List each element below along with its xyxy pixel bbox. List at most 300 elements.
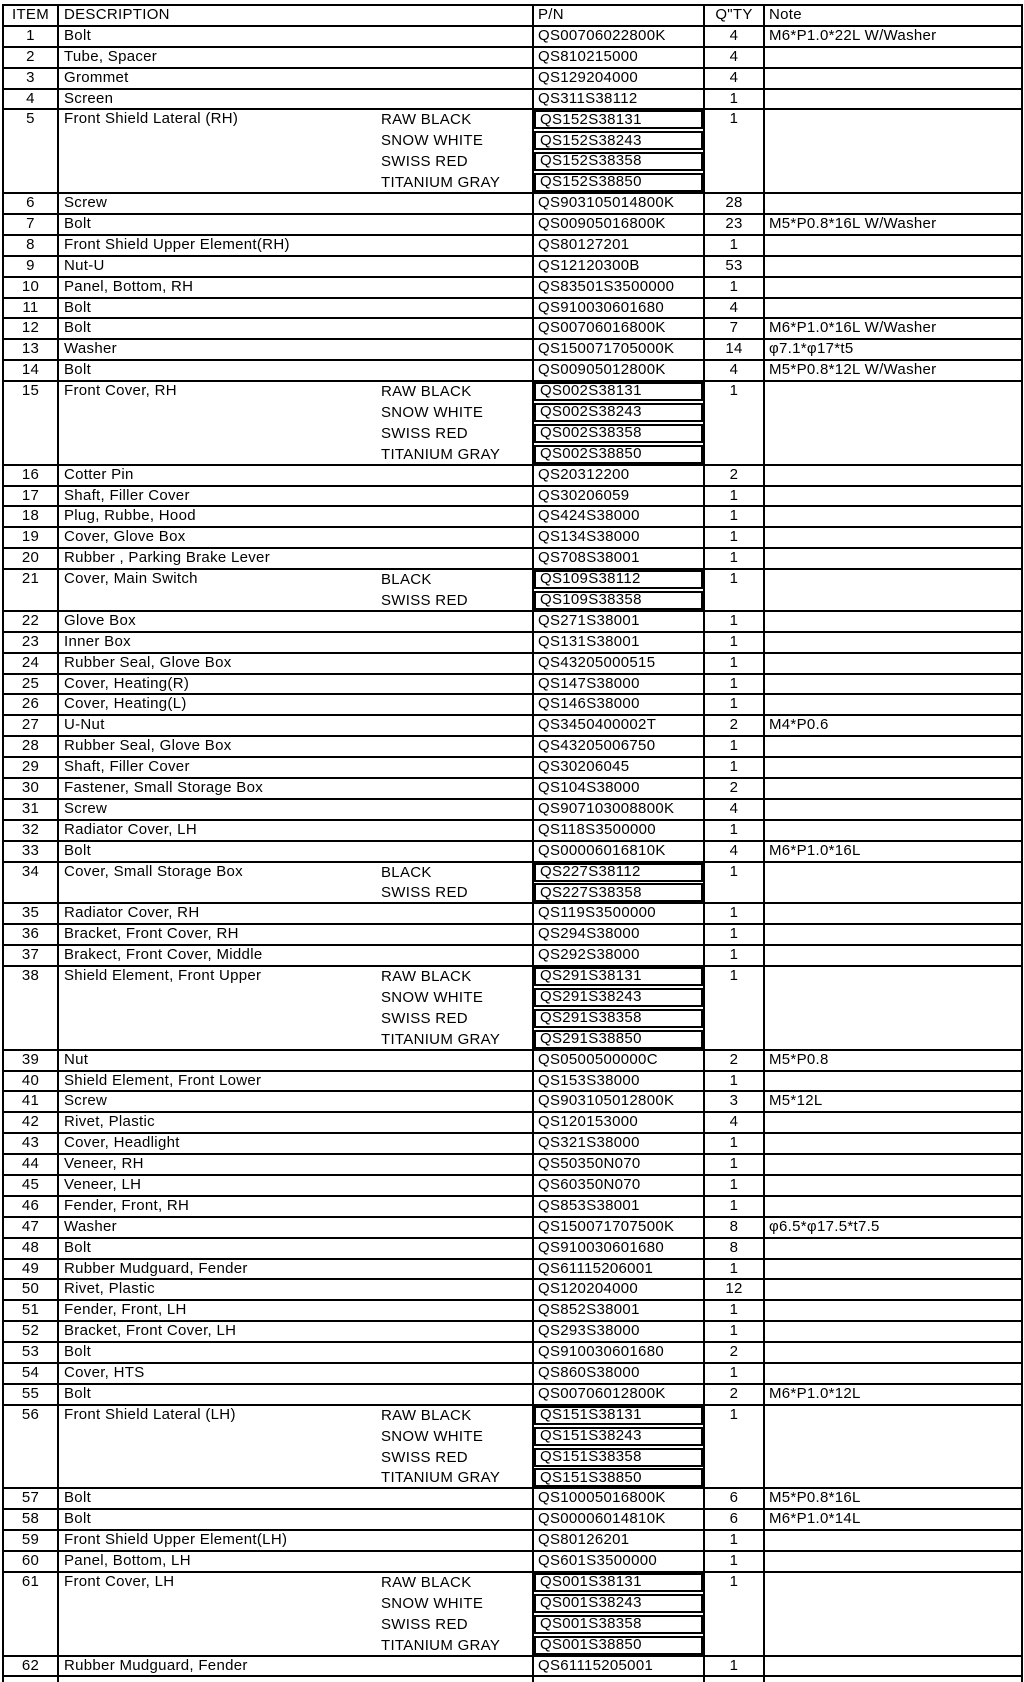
- item-cell: 53: [4, 1343, 59, 1362]
- note-cell: [765, 946, 1023, 965]
- part-number-cell: QS83501S3500000: [534, 278, 705, 297]
- table-row: [4, 278, 1023, 299]
- description-cell: Shield Element, Front Lower: [59, 1072, 534, 1091]
- table-row: [4, 299, 1023, 320]
- item-cell: 49: [4, 1260, 59, 1279]
- quantity-cell: 1: [705, 570, 765, 610]
- table-row: [4, 633, 1023, 654]
- item-cell: 11: [4, 299, 59, 318]
- color-variant-label: SNOW WHITE: [381, 403, 484, 421]
- quantity-cell: 53: [705, 257, 765, 276]
- item-cell: 32: [4, 821, 59, 840]
- color-variant-label: RAW BLACK: [381, 1406, 472, 1424]
- part-number-cell: QS147S38000: [534, 675, 705, 694]
- variant-part-number-cell: QS227S38112: [534, 863, 703, 882]
- quantity-cell: 1: [705, 1364, 765, 1383]
- part-description-label: Front Shield Lateral (RH): [64, 110, 239, 128]
- description-cell: Tube, Spacer: [59, 48, 534, 67]
- note-cell: [765, 507, 1023, 526]
- item-cell: 62: [4, 1657, 59, 1676]
- item-cell: 57: [4, 1489, 59, 1508]
- description-cell: Screw: [59, 194, 534, 213]
- description-cell: Grommet: [59, 69, 534, 88]
- color-variant-label: TITANIUM GRAY: [381, 1469, 501, 1487]
- color-variant-label: SWISS RED: [381, 1448, 468, 1466]
- note-cell: [765, 1176, 1023, 1195]
- part-number-cell: QS903105012800K: [534, 1092, 705, 1111]
- note-cell: [765, 466, 1023, 485]
- description-cell: Radiator Cover, RH: [59, 904, 534, 923]
- table-row: [4, 487, 1023, 508]
- item-cell: 54: [4, 1364, 59, 1383]
- part-number-cell: QS146S38000: [534, 695, 705, 714]
- quantity-cell: 28: [705, 194, 765, 213]
- note-cell: [765, 633, 1023, 652]
- description-cell: Rivet, Plastic: [59, 1113, 534, 1132]
- quantity-cell: 12: [705, 1280, 765, 1299]
- item-cell: 60: [4, 1552, 59, 1571]
- note-cell: [765, 487, 1023, 506]
- note-cell: [765, 612, 1023, 631]
- table-row: [4, 904, 1023, 925]
- variant-part-number-cell: QS001S38243: [534, 1594, 703, 1613]
- item-cell: 13: [4, 340, 59, 359]
- part-number-cell: QS131S38001: [534, 633, 705, 652]
- description-cell: Glove Box: [59, 612, 534, 631]
- part-description-label: Front Cover, LH: [64, 1572, 175, 1590]
- description-cell: Bolt: [59, 1510, 534, 1529]
- table-row: [4, 1301, 1023, 1322]
- table-header-row: [4, 6, 1023, 27]
- table-row: [4, 821, 1023, 842]
- note-cell: M5*12L: [765, 1092, 1023, 1111]
- part-number-cell: QS80127201: [534, 236, 705, 255]
- variant-part-number-cell: QS002S38243: [534, 403, 703, 422]
- part-number-cell: QS292S38000: [534, 946, 705, 965]
- quantity-cell: 1: [705, 90, 765, 109]
- note-cell: [765, 1280, 1023, 1299]
- note-cell: [765, 194, 1023, 213]
- part-number-cell: QS134S38000: [534, 528, 705, 547]
- quantity-cell: 8: [705, 1239, 765, 1258]
- description-cell: Washer: [59, 1218, 534, 1237]
- quantity-cell: 2: [705, 1051, 765, 1070]
- variant-part-number-cell: QS151S38358: [534, 1448, 703, 1467]
- color-variant-label: RAW BLACK: [381, 111, 472, 129]
- table-row: [4, 361, 1023, 382]
- item-cell: 7: [4, 215, 59, 234]
- table-row: [4, 1510, 1023, 1531]
- quantity-cell: 1: [705, 507, 765, 526]
- note-cell: [765, 1260, 1023, 1279]
- note-cell: M4*P0.6: [765, 716, 1023, 735]
- color-variant-label: RAW BLACK: [381, 383, 472, 401]
- color-variant-label: TITANIUM GRAY: [381, 174, 501, 192]
- table-row: [4, 1218, 1023, 1239]
- variant-part-number-cell: QS001S38850: [534, 1636, 703, 1655]
- quantity-cell: 1: [705, 904, 765, 923]
- table-row: [4, 1155, 1023, 1176]
- description-cell: Radiator Cover, LH: [59, 821, 534, 840]
- item-cell: 30: [4, 779, 59, 798]
- table-row: [4, 1364, 1023, 1385]
- part-number-cell: QS129204000: [534, 69, 705, 88]
- variant-part-number-cell: QS291S38131: [534, 967, 703, 986]
- note-cell: [765, 1343, 1023, 1362]
- table-row: [4, 194, 1023, 215]
- part-number-cell: QS907103008800K: [534, 800, 705, 819]
- description-cell: Fender, Front, LH: [59, 1301, 534, 1320]
- column-header-description: DESCRIPTION: [59, 6, 534, 25]
- description-cell: [59, 863, 534, 903]
- item-cell: 6: [4, 194, 59, 213]
- color-variant-label: SWISS RED: [381, 592, 468, 609]
- table-row: [4, 716, 1023, 737]
- variant-part-number-cell: QS227S38358: [534, 883, 703, 902]
- part-number-cell: QS00905012800K: [534, 361, 705, 380]
- quantity-cell: 1: [705, 1406, 765, 1488]
- color-variant-list: [381, 1406, 500, 1488]
- variant-part-number-cell: QS151S38850: [534, 1468, 703, 1487]
- table-row: [4, 48, 1023, 69]
- note-cell: [765, 1197, 1023, 1216]
- quantity-cell: 1: [705, 1301, 765, 1320]
- part-number-cell: QS30206045: [534, 758, 705, 777]
- quantity-cell: 3: [705, 1092, 765, 1111]
- item-cell: 46: [4, 1197, 59, 1216]
- variant-part-number-cell: QS151S38243: [534, 1427, 703, 1446]
- table-row: [4, 1489, 1023, 1510]
- table-row: [4, 69, 1023, 90]
- table-row-partial: [4, 1677, 1023, 1682]
- description-cell: Fender, Front, RH: [59, 1197, 534, 1216]
- note-cell: [765, 1552, 1023, 1571]
- part-number-cell: QS910030601680: [534, 1239, 705, 1258]
- table-row: [4, 1176, 1023, 1197]
- description-cell: [59, 1406, 534, 1488]
- description-cell: Bracket, Front Cover, RH: [59, 925, 534, 944]
- part-number-cell: QS293S38000: [534, 1322, 705, 1341]
- quantity-cell: 1: [705, 695, 765, 714]
- part-number-cell: QS80126201: [534, 1531, 705, 1550]
- table-row: [4, 466, 1023, 487]
- part-number-cell: [534, 1573, 705, 1655]
- variant-part-number-cell: QS291S38358: [534, 1009, 703, 1028]
- quantity-cell: 6: [705, 1489, 765, 1508]
- part-number-cell: QS00706012800K: [534, 1385, 705, 1404]
- quantity-cell: 2: [705, 1385, 765, 1404]
- part-number-cell: QS860S38000: [534, 1364, 705, 1383]
- quantity-cell: 1: [705, 236, 765, 255]
- item-cell: 43: [4, 1134, 59, 1153]
- note-cell: [765, 1322, 1023, 1341]
- description-cell: Bolt: [59, 1239, 534, 1258]
- quantity-cell: 4: [705, 800, 765, 819]
- part-description-label: Cover, Main Switch: [64, 570, 198, 588]
- color-variant-label: SWISS RED: [381, 1009, 468, 1027]
- color-variant-label: RAW BLACK: [381, 968, 472, 986]
- note-cell: [765, 570, 1023, 610]
- table-row: [4, 1051, 1023, 1072]
- table-row: [4, 1657, 1023, 1678]
- note-cell: [765, 1364, 1023, 1383]
- color-variant-list: [381, 110, 500, 192]
- description-cell: Cover, Glove Box: [59, 528, 534, 547]
- color-variant-list: [381, 382, 500, 464]
- color-variant-list: [381, 1573, 500, 1655]
- part-number-cell: QS12120300B: [534, 257, 705, 276]
- table-row: [4, 612, 1023, 633]
- table-row: [4, 27, 1023, 48]
- quantity-cell: 1: [705, 528, 765, 547]
- quantity-cell: 4: [705, 299, 765, 318]
- item-cell: [4, 1677, 59, 1682]
- item-cell: 5: [4, 110, 59, 192]
- part-number-cell: QS311S38112: [534, 90, 705, 109]
- quantity-cell: 1: [705, 487, 765, 506]
- description-cell: Rivet, Plastic: [59, 1280, 534, 1299]
- table-row: [4, 257, 1023, 278]
- quantity-cell: 4: [705, 27, 765, 46]
- description-cell: Bracket, Front Cover, LH: [59, 1322, 534, 1341]
- table-row: [4, 779, 1023, 800]
- table-row: [4, 1531, 1023, 1552]
- note-cell: [765, 904, 1023, 923]
- item-cell: 37: [4, 946, 59, 965]
- quantity-cell: 1: [705, 925, 765, 944]
- item-cell: 61: [4, 1573, 59, 1655]
- part-number-cell: QS0500500000C: [534, 1051, 705, 1070]
- description-cell: Rubber Mudguard, Fender: [59, 1260, 534, 1279]
- color-variant-label: BLACK: [381, 863, 432, 881]
- description-cell: Screen: [59, 90, 534, 109]
- quantity-cell: 1: [705, 382, 765, 464]
- item-cell: 26: [4, 695, 59, 714]
- description-cell: [59, 967, 534, 1049]
- note-cell: φ6.5*φ17.5*t7.5: [765, 1218, 1023, 1237]
- table-row: [4, 758, 1023, 779]
- note-cell: M5*P0.8*12L W/Washer: [765, 361, 1023, 380]
- quantity-cell: 4: [705, 1113, 765, 1132]
- quantity-cell: 1: [705, 1155, 765, 1174]
- table-row: [4, 110, 1023, 194]
- note-cell: [765, 675, 1023, 694]
- quantity-cell: 2: [705, 716, 765, 735]
- description-cell: Front Shield Upper Element(LH): [59, 1531, 534, 1550]
- part-number-cell: [534, 1677, 705, 1682]
- note-cell: M6*P1.0*14L: [765, 1510, 1023, 1529]
- quantity-cell: 1: [705, 654, 765, 673]
- note-cell: [765, 299, 1023, 318]
- item-cell: 2: [4, 48, 59, 67]
- item-cell: 45: [4, 1176, 59, 1195]
- variant-part-number-cell: QS291S38243: [534, 988, 703, 1007]
- note-cell: [765, 1134, 1023, 1153]
- item-cell: 38: [4, 967, 59, 1049]
- item-cell: 24: [4, 654, 59, 673]
- item-cell: 50: [4, 1280, 59, 1299]
- table-row: [4, 1092, 1023, 1113]
- description-cell: Bolt: [59, 27, 534, 46]
- variant-part-number-cell: QS151S38131: [534, 1406, 703, 1425]
- table-row: [4, 654, 1023, 675]
- note-cell: [765, 800, 1023, 819]
- item-cell: 10: [4, 278, 59, 297]
- quantity-cell: 1: [705, 1176, 765, 1195]
- item-cell: 14: [4, 361, 59, 380]
- part-number-cell: QS00006016810K: [534, 842, 705, 861]
- description-cell: Panel, Bottom, LH: [59, 1552, 534, 1571]
- note-cell: [765, 821, 1023, 840]
- parts-table: [2, 4, 1023, 1682]
- description-cell: Fastener, Small Storage Box: [59, 779, 534, 798]
- part-number-cell: [534, 382, 705, 464]
- description-cell: Shaft, Filler Cover: [59, 487, 534, 506]
- note-cell: [765, 1406, 1023, 1488]
- description-cell: Bolt: [59, 1385, 534, 1404]
- quantity-cell: 7: [705, 319, 765, 338]
- variant-part-number-cell: QS002S38358: [534, 424, 703, 443]
- part-number-cell: QS00706016800K: [534, 319, 705, 338]
- note-cell: [765, 278, 1023, 297]
- table-row: [4, 507, 1023, 528]
- note-cell: [765, 257, 1023, 276]
- description-cell: U-Nut: [59, 716, 534, 735]
- quantity-cell: 1: [705, 675, 765, 694]
- description-cell: Rubber , Parking Brake Lever: [59, 549, 534, 568]
- description-cell: Bolt: [59, 842, 534, 861]
- item-cell: 15: [4, 382, 59, 464]
- item-cell: 42: [4, 1113, 59, 1132]
- variant-part-number-cell: QS002S38850: [534, 445, 703, 464]
- table-row: [4, 675, 1023, 696]
- table-row: [4, 215, 1023, 236]
- quantity-cell: 1: [705, 1072, 765, 1091]
- part-number-cell: QS852S38001: [534, 1301, 705, 1320]
- note-cell: [765, 528, 1023, 547]
- description-cell: Veneer, LH: [59, 1176, 534, 1195]
- quantity-cell: 2: [705, 466, 765, 485]
- item-cell: 4: [4, 90, 59, 109]
- part-number-cell: QS903105014800K: [534, 194, 705, 213]
- note-cell: [765, 654, 1023, 673]
- color-variant-list: [381, 570, 468, 610]
- item-cell: 20: [4, 549, 59, 568]
- item-cell: 29: [4, 758, 59, 777]
- quantity-cell: 4: [705, 69, 765, 88]
- color-variant-label: TITANIUM GRAY: [381, 1636, 501, 1654]
- item-cell: 31: [4, 800, 59, 819]
- description-cell: Nut: [59, 1051, 534, 1070]
- quantity-cell: 1: [705, 863, 765, 903]
- description-cell: Veneer, RH: [59, 1155, 534, 1174]
- part-number-cell: QS708S38001: [534, 549, 705, 568]
- table-row: [4, 695, 1023, 716]
- color-variant-label: SNOW WHITE: [381, 1594, 484, 1612]
- table-row: [4, 570, 1023, 612]
- quantity-cell: 1: [705, 110, 765, 192]
- quantity-cell: 4: [705, 842, 765, 861]
- part-number-cell: QS853S38001: [534, 1197, 705, 1216]
- color-variant-label: TITANIUM GRAY: [381, 1030, 501, 1048]
- table-row: [4, 737, 1023, 758]
- note-cell: [765, 1113, 1023, 1132]
- column-header-quantity: Q"TY: [705, 6, 765, 25]
- quantity-cell: 6: [705, 1510, 765, 1529]
- note-cell: [765, 1657, 1023, 1676]
- note-cell: M5*P0.8*16L: [765, 1489, 1023, 1508]
- quantity-cell: 1: [705, 612, 765, 631]
- part-number-cell: QS294S38000: [534, 925, 705, 944]
- description-cell: Rubber Seal, Glove Box: [59, 654, 534, 673]
- note-cell: M5*P0.8: [765, 1051, 1023, 1070]
- part-number-cell: QS104S38000: [534, 779, 705, 798]
- item-cell: 58: [4, 1510, 59, 1529]
- part-description-label: Cover, Small Storage Box: [64, 862, 243, 880]
- item-cell: 41: [4, 1092, 59, 1111]
- item-cell: 52: [4, 1322, 59, 1341]
- part-number-cell: QS153S38000: [534, 1072, 705, 1091]
- part-number-cell: QS60350N070: [534, 1176, 705, 1195]
- part-number-cell: QS30206059: [534, 487, 705, 506]
- item-cell: 21: [4, 570, 59, 610]
- item-cell: 18: [4, 507, 59, 526]
- note-cell: [765, 1301, 1023, 1320]
- table-row: [4, 319, 1023, 340]
- description-cell: [59, 1677, 534, 1682]
- variant-part-number-cell: QS109S38358: [534, 591, 703, 610]
- quantity-cell: 1: [705, 278, 765, 297]
- table-row: [4, 1197, 1023, 1218]
- item-cell: 12: [4, 319, 59, 338]
- note-cell: [765, 48, 1023, 67]
- table-row: [4, 1239, 1023, 1260]
- quantity-cell: 1: [705, 633, 765, 652]
- part-number-cell: QS321S38000: [534, 1134, 705, 1153]
- item-cell: 25: [4, 675, 59, 694]
- quantity-cell: 1: [705, 1134, 765, 1153]
- note-cell: [765, 863, 1023, 903]
- note-cell: M6*P1.0*16L: [765, 842, 1023, 861]
- quantity-cell: 1: [705, 1573, 765, 1655]
- description-cell: Front Shield Upper Element(RH): [59, 236, 534, 255]
- note-cell: [765, 1155, 1023, 1174]
- item-cell: 17: [4, 487, 59, 506]
- description-cell: Cover, Headlight: [59, 1134, 534, 1153]
- variant-part-number-cell: QS002S38131: [534, 382, 703, 401]
- note-cell: [765, 779, 1023, 798]
- item-cell: 3: [4, 69, 59, 88]
- item-cell: 1: [4, 27, 59, 46]
- description-cell: Plug, Rubbe, Hood: [59, 507, 534, 526]
- item-cell: 51: [4, 1301, 59, 1320]
- quantity-cell: 1: [705, 967, 765, 1049]
- quantity-cell: 1: [705, 1657, 765, 1676]
- description-cell: Brakect, Front Cover, Middle: [59, 946, 534, 965]
- note-cell: M6*P1.0*12L: [765, 1385, 1023, 1404]
- table-row: [4, 236, 1023, 257]
- part-number-cell: QS00706022800K: [534, 27, 705, 46]
- note-cell: [765, 1573, 1023, 1655]
- table-row: [4, 1322, 1023, 1343]
- description-cell: Inner Box: [59, 633, 534, 652]
- note-cell: [765, 236, 1023, 255]
- table-row: [4, 800, 1023, 821]
- description-cell: [59, 382, 534, 464]
- quantity-cell: 2: [705, 779, 765, 798]
- note-cell: [765, 382, 1023, 464]
- table-row: [4, 1343, 1023, 1364]
